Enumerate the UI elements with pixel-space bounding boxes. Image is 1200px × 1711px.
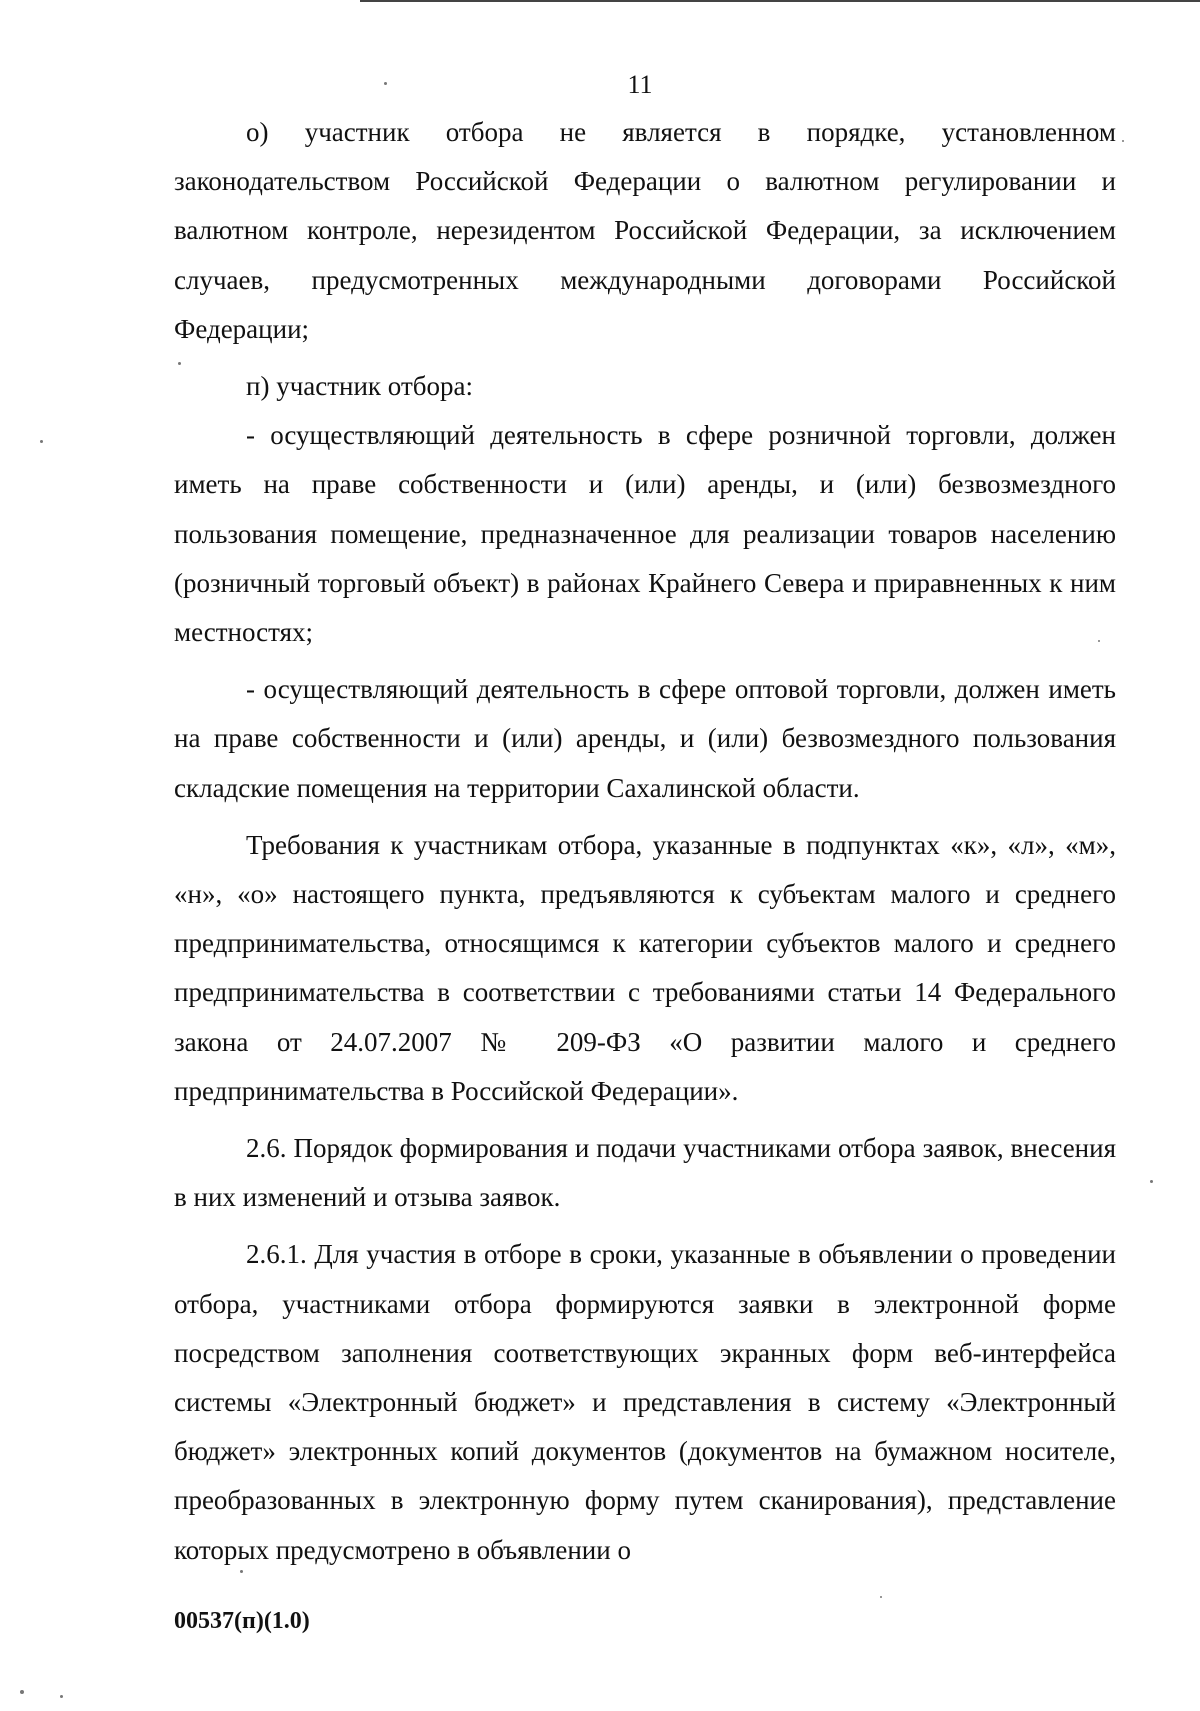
scan-speck: [880, 1596, 882, 1598]
page-number: 11: [627, 70, 653, 99]
scan-speck: [40, 440, 43, 443]
paragraph-requirements: Требования к участникам отбора, указанные в подпунктах «к», «л», «м», «н», «о» настоящего пункта, предъявляются к субъектам малого и среднего предпринимательства, относящимся к категории субъектов малого и среднего предпринимательства в соответствии с требованиями статьи 14 Федерального закона от 24.07.2007 № 209-ФЗ «О развитии малого и среднего предпринимательства в Российской Федерации».: [174, 829, 1116, 1106]
scan-speck: [384, 82, 387, 85]
paragraph-section-2-6-1: 2.6.1. Для участия в отборе в сроки, указанные в объявлении о проведении отбора, участниками отбора формируются заявки в электронной форме посредством заполнения соответствующих экранных форм веб-интерфейса системы «Электронный бюджет» и представления в систему «Электронный бюджет» электронных копий документов (документов на бумажном носителе, преобразованных в электронную форму путем сканирования), представление которых предусмотрено в объявлении о: [174, 1239, 1116, 1565]
document-code: 00537(п)(1.0): [174, 1608, 310, 1634]
scan-speck: [1122, 140, 1124, 142]
paragraph-retail-trade: - осуществляющий деятельность в сфере розничной торговли, должен иметь на праве собственности и (или) аренды, и (или) безвозмездного пользования помещение, предназначенное для реализации товаров населению (розничный торговый объект) в районах Крайнего Севера и приравненных к ним местностях;: [174, 420, 1116, 648]
paragraph-item-o: о) участник отбора не является в порядке, установленном законодательством Российской Федерации о валютном регулировании и валютном контроле, нерезидентом Российской Федерации, за исключением случаев, предусмотренных международными договорами Российской Федерации;: [174, 117, 1116, 344]
document-body: [174, 108, 1116, 1575]
top-border-line: [360, 0, 1200, 2]
scan-speck: [240, 1570, 243, 1573]
paragraph-wholesale-trade: - осуществляющий деятельность в сфере оптовой торговли, должен иметь на праве собственности и (или) аренды, и (или) безвозмездного пользования складские помещения на территории Сахалинской области.: [174, 674, 1116, 803]
scan-speck: [178, 362, 181, 365]
scan-speck: [20, 1690, 24, 1694]
paragraph-item-p: п) участник отбора:: [246, 371, 473, 402]
scan-speck: [60, 1695, 63, 1698]
scan-speck: [1150, 1180, 1153, 1183]
scan-speck: [1098, 640, 1100, 642]
paragraph-section-2-6: 2.6. Порядок формирования и подачи участниками отбора заявок, внесения в них изменений и отзыва заявок.: [174, 1133, 1116, 1213]
